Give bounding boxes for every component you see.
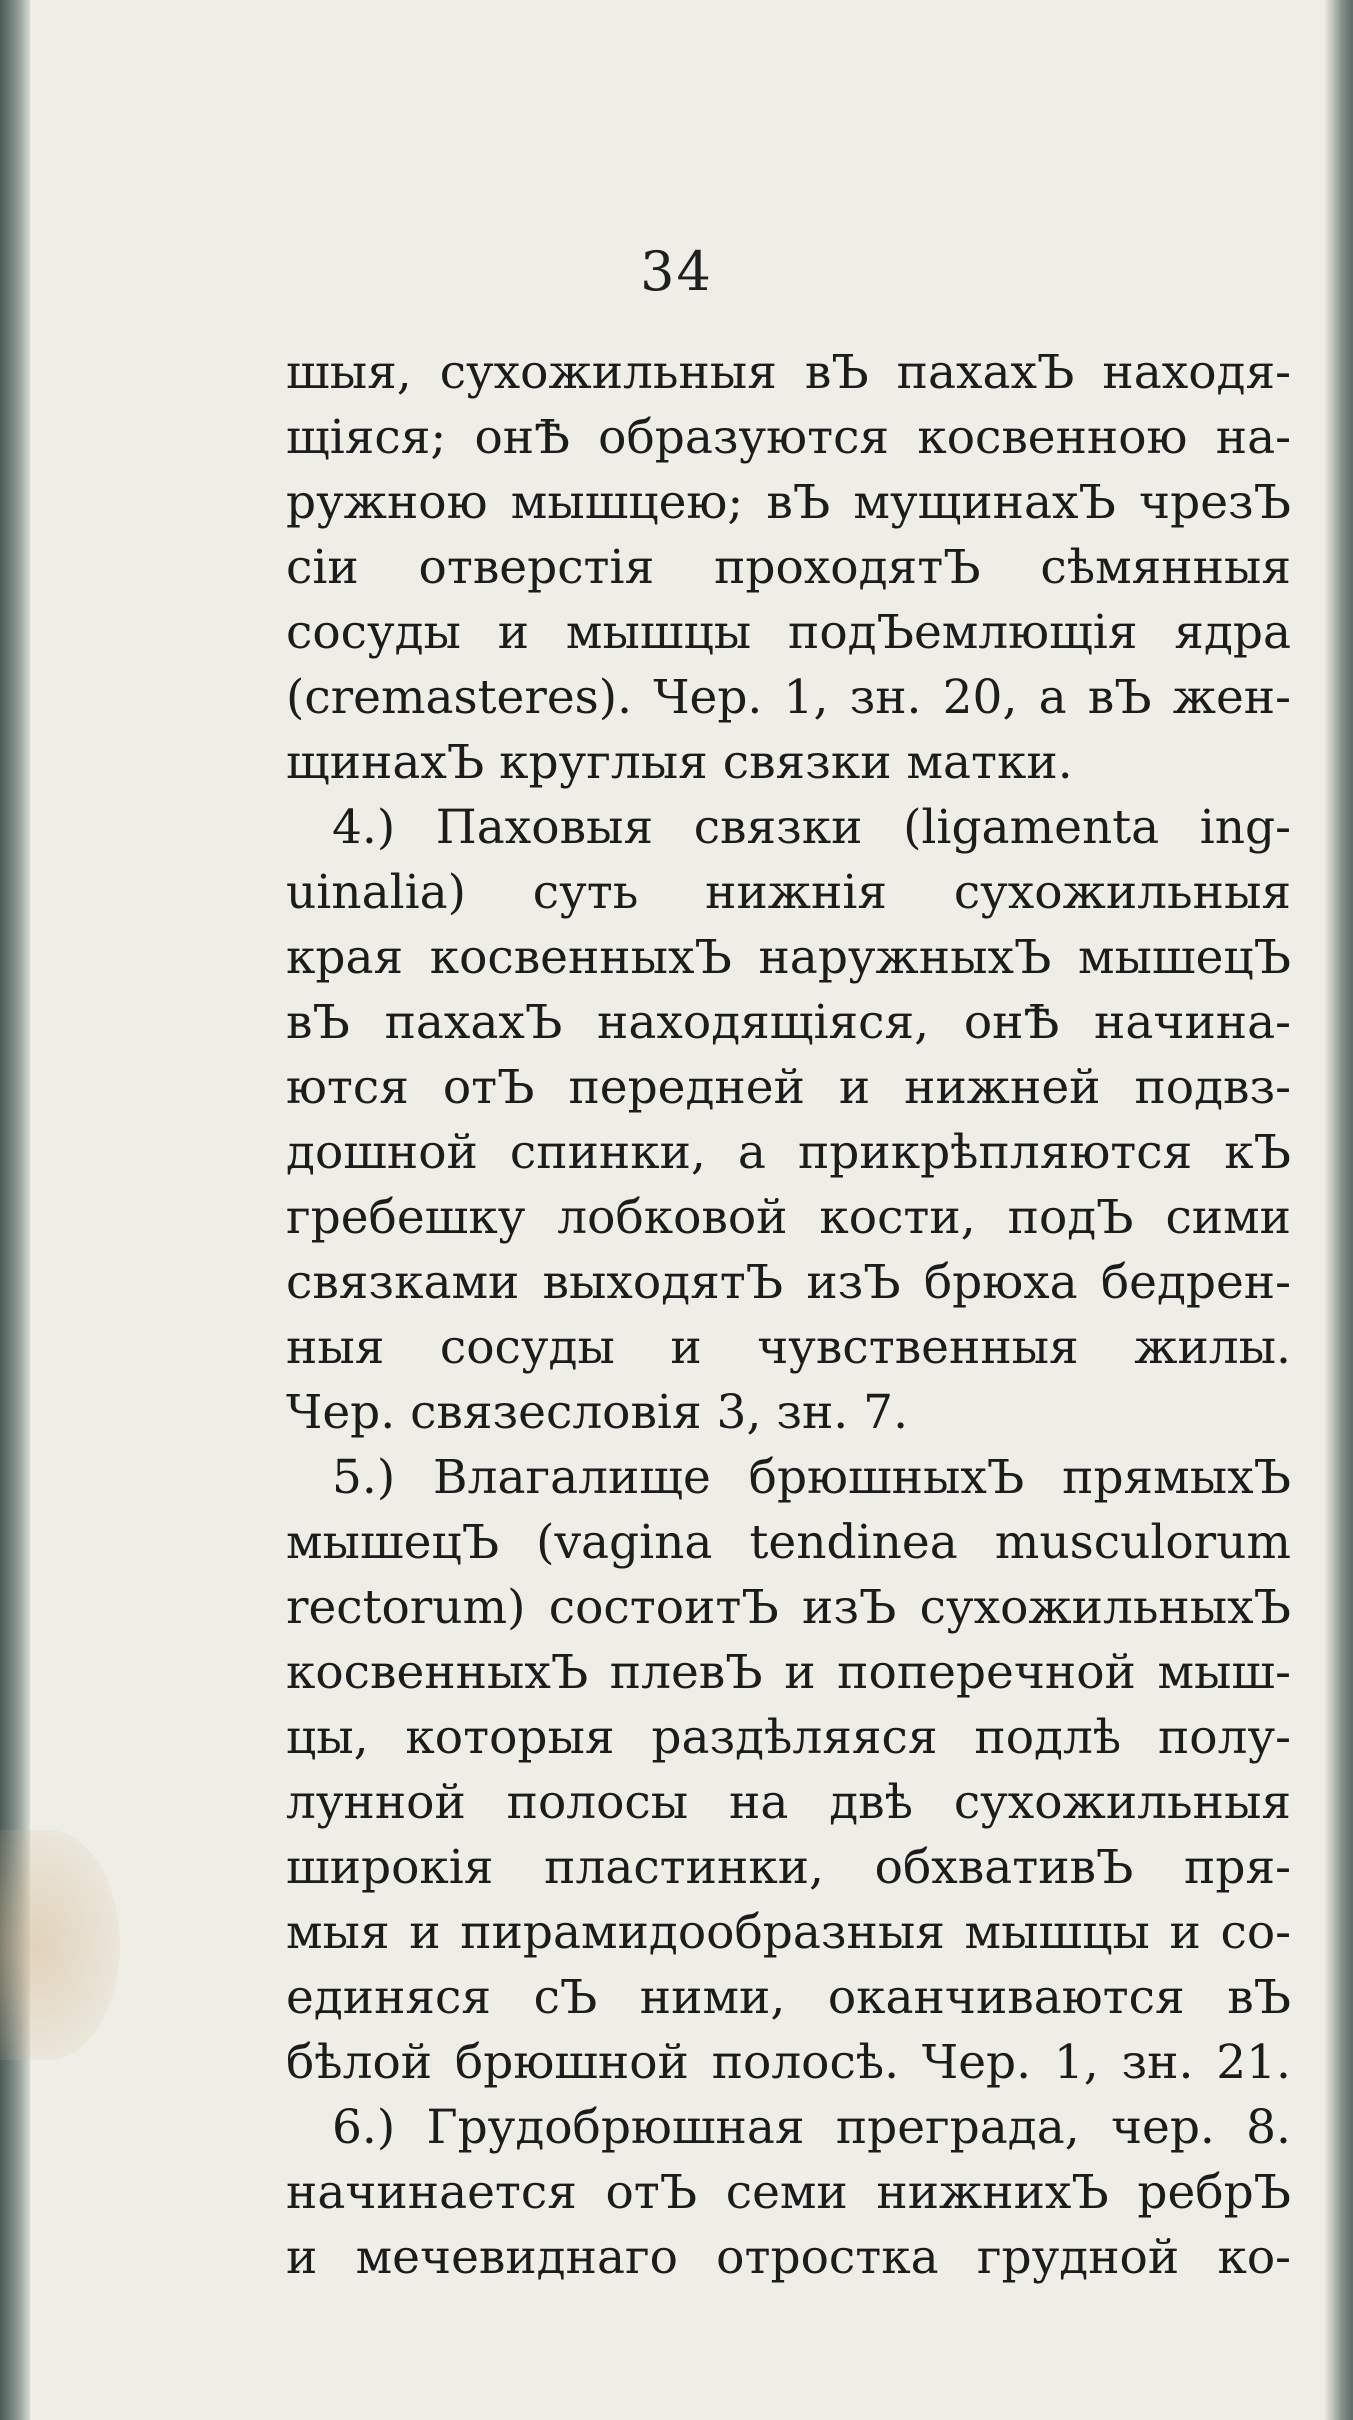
text-line: цы, которыя раздѣляяся подлѣ полу- xyxy=(286,1710,1291,1765)
text-line: щіяся; онѢ образуются косвенною на- xyxy=(286,410,1291,465)
text-line: ныя сосуды и чувственныя жилы. xyxy=(286,1320,1291,1375)
text-line: мыя и пирамидообразныя мышцы и со- xyxy=(286,1905,1291,1960)
text-line: шыя, сухожильныя вЪ пахахЪ находя- xyxy=(286,345,1291,400)
text-line: лунной полосы на двѣ сухожильныя xyxy=(286,1775,1291,1830)
text-line: края косвенныхЪ наружныхЪ мышецЪ xyxy=(286,930,1291,985)
text-line: гребешку лобковой кости, подЪ сими xyxy=(286,1190,1291,1245)
paragraph-start-line: 5.) Влагалище брюшныхЪ прямыхЪ xyxy=(332,1450,1291,1505)
text-line: единяся сЪ ними, оканчиваются вЪ xyxy=(286,1970,1291,2025)
text-line: сіи отверстія проходятЪ сѣмянныя xyxy=(286,540,1291,595)
text-line: широкія пластинки, обхвативЪ пря- xyxy=(286,1840,1291,1895)
text-line: начинается отЪ семи нижнихЪ ребрЪ xyxy=(286,2165,1291,2220)
text-line: uinalia) суть нижнія сухожильныя xyxy=(286,865,1291,920)
text-line: Чер. связесловія 3, зн. 7. xyxy=(286,1385,909,1440)
text-line: (cremasteres). Чер. 1, зн. 20, а вЪ жен- xyxy=(286,670,1291,725)
text-line: вЪ пахахЪ находящіяся, онѢ начина- xyxy=(286,995,1291,1050)
text-line: ружною мышцею; вЪ мущинахЪ чрезЪ xyxy=(286,475,1291,530)
text-line: ются отЪ передней и нижней подвз- xyxy=(286,1060,1291,1115)
text-line: бѣлой брюшной полосѣ. Чер. 1, зн. 21. xyxy=(286,2035,1291,2090)
text-line: и мечевиднаго отростка грудной ко- xyxy=(286,2230,1291,2285)
text-line: мышецЪ (vagina tendinea musculorum xyxy=(286,1515,1291,1570)
text-line: щинахЪ круглыя связки матки. xyxy=(286,735,1073,790)
text-line: дошной спинки, а прикрѣпляются кЪ xyxy=(286,1125,1291,1180)
text-line: косвенныхЪ плевЪ и поперечной мыш- xyxy=(286,1645,1291,1700)
text-line: сосуды и мышцы подЪемлющія ядра xyxy=(286,605,1291,660)
text-line: rectorum) состоитЪ изЪ сухожильныхЪ xyxy=(286,1580,1291,1635)
page-right-edge xyxy=(1325,0,1353,2420)
page-number: 34 xyxy=(640,240,713,303)
paragraph-start-line: 4.) Паховыя связки (ligamenta ing- xyxy=(332,800,1291,855)
paper-stain xyxy=(0,1830,120,2060)
paragraph-start-line: 6.) Грудобрюшная преграда, чер. 8. xyxy=(332,2100,1291,2155)
text-line: связками выходятЪ изЪ брюха бедрен- xyxy=(286,1255,1291,1310)
page-text xyxy=(286,340,1291,2290)
